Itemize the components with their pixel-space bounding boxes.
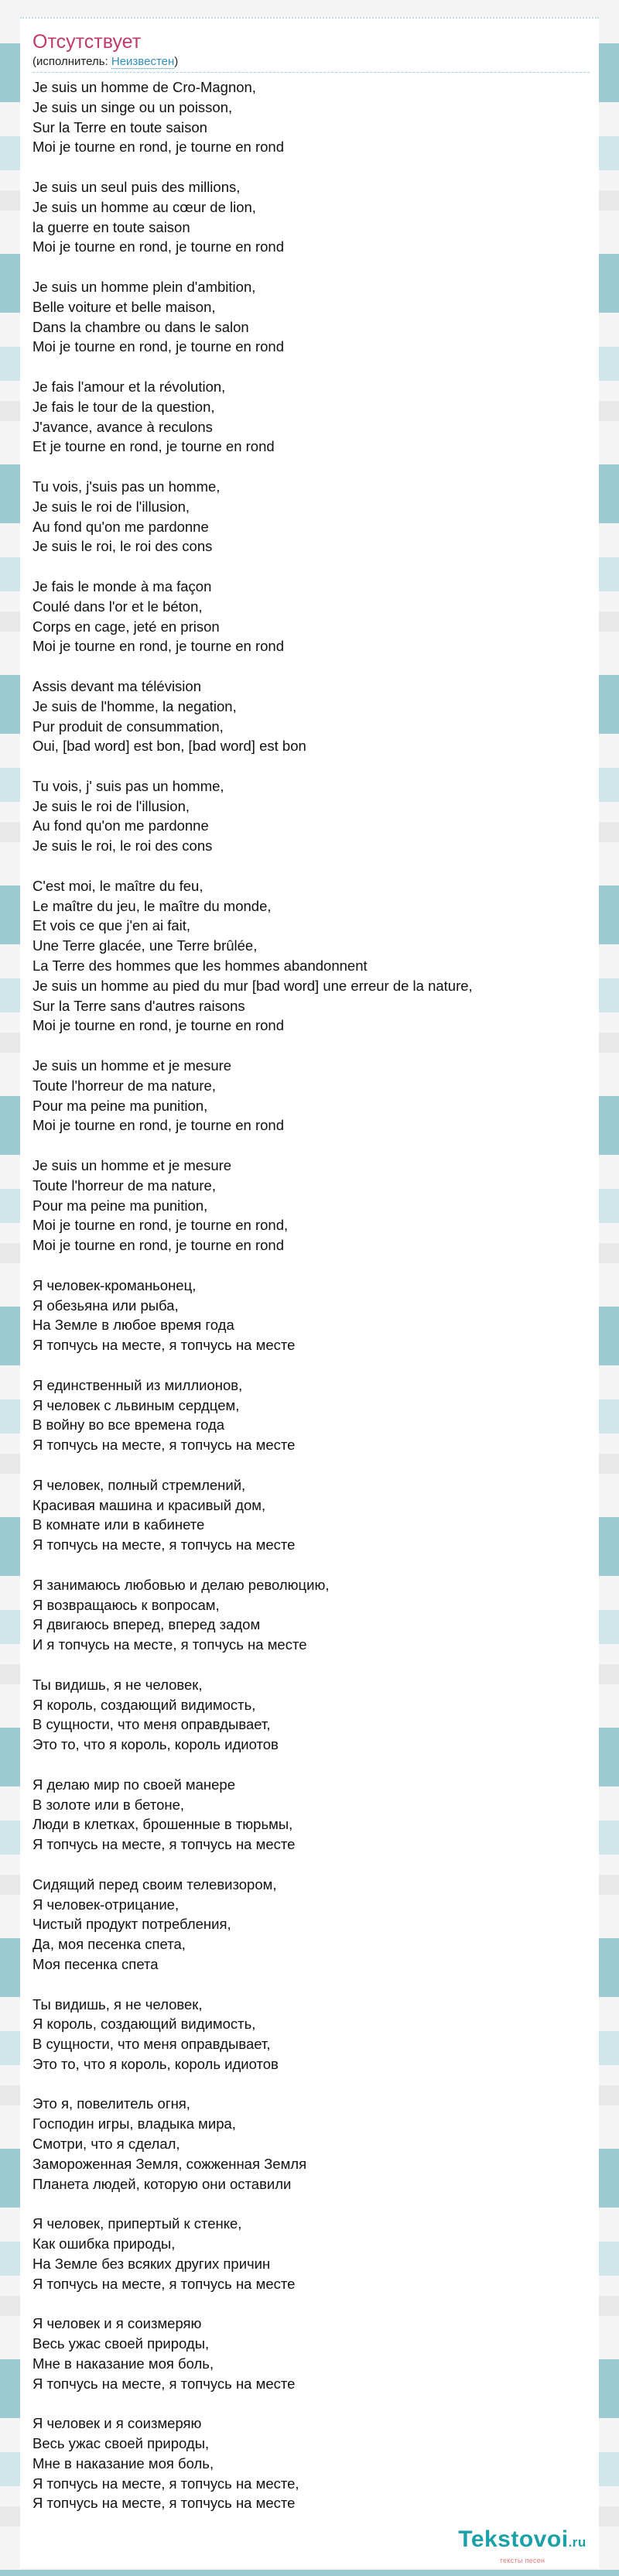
lyrics-line: Весь ужас своей природы,	[32, 2435, 210, 2452]
lyrics-line: Tu vois, j' suis pas un homme,	[32, 777, 224, 794]
lyrics-line: Je suis un seul puis des millions,	[32, 178, 241, 195]
lyrics-line: Ты видишь, я не человек,	[32, 1676, 203, 1693]
lyrics-line: Я человек, полный стремлений,	[32, 1476, 246, 1493]
lyrics-line: Pur produit de consummation,	[32, 718, 224, 735]
artist-meta-suffix: )	[174, 55, 179, 68]
lyrics-line: Moi je tourne en rond, je tourne en rond	[32, 1117, 284, 1134]
lyrics-stanza	[32, 2413, 599, 2513]
lyrics-panel	[20, 17, 599, 2568]
lyrics-stanza	[32, 2314, 599, 2393]
lyrics-stanza	[32, 876, 599, 1036]
lyrics-stanza	[32, 1475, 599, 1555]
lyrics-line: Toute l'horreur de ma nature,	[32, 1077, 216, 1094]
lyrics-line: В золоте или в бетоне,	[32, 1796, 185, 1813]
lyrics-line: Я человек и я соизмеряю	[32, 2315, 202, 2332]
lyrics-line: И я топчусь на месте, я топчусь на месте	[32, 1636, 307, 1653]
lyrics-line: Je suis le roi, le roi des cons	[32, 538, 213, 555]
lyrics-line: Assis devant ma télévision	[32, 677, 201, 694]
lyrics-line: Corps en cage, jeté en prison	[32, 618, 220, 635]
header-divider	[32, 72, 590, 73]
lyrics-line: Tu vois, j'suis pas un homme,	[32, 478, 221, 495]
lyrics-line: Я король, создающий видимость,	[32, 2016, 256, 2033]
lyrics-line: Moi je tourne en rond, je tourne en rond	[32, 1017, 284, 1034]
lyrics-line: Я двигаюсь вперед, вперед задом	[32, 1616, 261, 1633]
lyrics-line: В войну во все времена года	[32, 1416, 225, 1434]
lyrics-line: Une Terre glacée, une Terre brûlée,	[32, 937, 258, 954]
lyrics-line: Moi je tourne en rond, je tourne en rond	[32, 238, 284, 255]
lyrics-stanza	[32, 1775, 599, 1855]
lyrics-line: C'est moi, le maître du feu,	[32, 877, 203, 894]
lyrics-line: Я человек и я соизмеряю	[32, 2415, 202, 2432]
artist-meta-prefix: (исполнитель:	[32, 55, 111, 68]
lyrics-line: Я человек с львиным сердцем,	[32, 1396, 240, 1413]
lyrics-stanza	[32, 1575, 599, 1655]
lyrics-line: Красивая машина и красивый дом,	[32, 1496, 266, 1513]
lyrics-line: Я топчусь на месте, я топчусь на месте	[32, 1337, 296, 1354]
lyrics-line: Coulé dans l'or et le béton,	[32, 598, 203, 615]
lyrics-line: Sur la Terre en toute saison	[32, 118, 207, 135]
lyrics-line: Я топчусь на месте, я топчусь на месте	[32, 2375, 296, 2392]
lyrics-line: Чистый продукт потребления,	[32, 1916, 231, 1933]
lyrics-line: Я топчусь на месте, я топчусь на месте	[32, 1836, 296, 1853]
lyrics-stanza	[32, 1056, 599, 1136]
site-logo[interactable]	[439, 2526, 605, 2570]
lyrics-line: Sur la Terre sans d'autres raisons	[32, 997, 245, 1014]
lyrics-line: Au fond qu'on me pardonne	[32, 518, 209, 535]
lyrics-line: la guerre en toute saison	[32, 218, 190, 235]
lyrics-line: В сущности, что меня оправдывает,	[32, 1716, 271, 1733]
page-title: Отсутствует	[32, 31, 142, 53]
lyrics-line: Et vois ce que j'en ai fait,	[32, 917, 191, 934]
lyrics-line: Весь ужас своей природы,	[32, 2335, 210, 2352]
lyrics-line: Je suis de l'homme, la negation,	[32, 697, 237, 714]
lyrics-stanza	[32, 277, 599, 357]
lyrics-line: Как ошибка природы,	[32, 2235, 176, 2252]
lyrics-line: Ты видишь, я не человек,	[32, 1995, 203, 2012]
lyrics-line: Моя песенка спета	[32, 1955, 159, 1972]
lyrics-line: Je suis un homme et je mesure	[32, 1057, 232, 1074]
lyrics-line: Я топчусь на месте, я топчусь на месте	[32, 2495, 296, 2512]
lyrics-line: Je fais l'amour et la révolution,	[32, 378, 226, 395]
lyrics-line: Toute l'horreur de ma nature,	[32, 1177, 216, 1194]
lyrics-line: Belle voiture et belle maison,	[32, 298, 216, 315]
lyrics-line: В комнате или в кабинете	[32, 1516, 205, 1533]
lyrics-line: Oui, [bad word] est bon, [bad word] est bon	[32, 738, 306, 755]
lyrics-line: Je suis un homme au pied du mur [bad word] une erreur de la nature,	[32, 977, 473, 994]
lyrics-line: Je suis un homme et je mesure	[32, 1157, 232, 1174]
site-logo-name	[439, 2526, 605, 2556]
site-logo-wordmark: Tekstovoi	[458, 2526, 569, 2552]
lyrics-line: Я топчусь на месте, я топчусь на месте	[32, 1437, 296, 1454]
lyrics-line: На Земле в любое время года	[32, 1317, 234, 1334]
lyrics-line: Moi je tourne en rond, je tourne en rond	[32, 1237, 284, 1254]
lyrics-line: Au fond qu'on me pardonne	[32, 817, 209, 834]
lyrics-line: Je suis un singe ou un poisson,	[32, 98, 233, 115]
lyrics-stanza	[32, 677, 599, 756]
site-logo-tld: .ru	[568, 2535, 587, 2550]
lyrics-line: Pour ma peine ma punition,	[32, 1097, 208, 1114]
lyrics-line: Это я, повелитель огня,	[32, 2095, 190, 2112]
lyrics-line: Да, моя песенка спета,	[32, 1936, 186, 1953]
lyrics-stanza	[32, 1995, 599, 2074]
lyrics-line: Планета людей, которую они оставили	[32, 2175, 292, 2192]
lyrics-line: Je suis un homme de Cro-Magnon,	[32, 79, 256, 95]
lyrics-text	[32, 77, 599, 2513]
lyrics-stanza	[32, 1675, 599, 1755]
lyrics-line: La Terre des hommes que les hommes abandonnent	[32, 957, 368, 975]
lyrics-line: Я топчусь на месте, я топчусь на месте,	[32, 2475, 299, 2492]
site-logo-tagline: тексты песен	[499, 2557, 545, 2564]
lyrics-line: Dans la chambre ou dans le salon	[32, 318, 249, 335]
artist-meta	[32, 54, 599, 70]
lyrics-line: Moi je tourne en rond, je tourne en rond,	[32, 1217, 289, 1234]
lyrics-line: Je suis un homme plein d'ambition,	[32, 278, 256, 295]
lyrics-line: Замороженная Земля, сожженная Земля	[32, 2155, 307, 2172]
lyrics-line: Это то, что я король, король идиотов	[32, 1736, 279, 1753]
lyrics-stanza	[32, 1375, 599, 1455]
lyrics-stanza	[32, 477, 599, 557]
lyrics-stanza	[32, 1156, 599, 1255]
lyrics-line: Je suis le roi de l'illusion,	[32, 498, 190, 515]
artist-link[interactable]: Неизвестен	[111, 55, 175, 68]
lyrics-line: Я человек-отрицание,	[32, 1896, 180, 1913]
lyrics-stanza	[32, 2094, 599, 2194]
lyrics-line: Pour ma peine ma punition,	[32, 1197, 208, 1214]
lyrics-line: Смотри, что я сделал,	[32, 2136, 180, 2153]
lyrics-line: Я человек, припертый к стенке,	[32, 2215, 242, 2232]
lyrics-line: Я король, создающий видимость,	[32, 1696, 256, 1713]
lyrics-line: Сидящий перед своим телевизором,	[32, 1875, 277, 1893]
lyrics-line: Et je tourne en rond, je tourne en rond	[32, 438, 275, 455]
lyrics-line: На Земле без всяких других причин	[32, 2255, 271, 2272]
lyrics-stanza	[32, 2214, 599, 2293]
lyrics-line: Мне в наказание моя боль,	[32, 2355, 214, 2372]
lyrics-line: Je suis un homme au cœur de lion,	[32, 198, 256, 215]
lyrics-line: Je fais le tour de la question,	[32, 398, 215, 415]
lyrics-stanza	[32, 77, 599, 157]
lyrics-line: Moi je tourne en rond, je tourne en rond	[32, 338, 284, 355]
lyrics-line: Moi je tourne en rond, je tourne en rond	[32, 638, 284, 655]
lyrics-line: Я топчусь на месте, я топчусь на месте	[32, 1536, 296, 1553]
lyrics-line: Le maître du jeu, le maître du monde,	[32, 897, 272, 914]
lyrics-line: Я занимаюсь любовью и делаю революцию,	[32, 1576, 330, 1593]
lyrics-line: Это то, что я король, король идиотов	[32, 2055, 279, 2072]
lyrics-stanza	[32, 1875, 599, 1975]
lyrics-line: В сущности, что меня оправдывает,	[32, 2036, 271, 2053]
lyrics-line: Я единственный из миллионов,	[32, 1376, 243, 1393]
lyrics-stanza	[32, 776, 599, 856]
lyrics-line: Je suis le roi de l'illusion,	[32, 797, 190, 814]
lyrics-line: J'avance, avance à reculons	[32, 418, 213, 435]
lyrics-line: Je fais le monde à ma façon	[32, 577, 212, 594]
lyrics-line: Господин игры, владыка мира,	[32, 2115, 236, 2132]
lyrics-stanza	[32, 1276, 599, 1355]
lyrics-line: Я человек-кроманьонец,	[32, 1276, 197, 1293]
lyrics-line: Я топчусь на месте, я топчусь на месте	[32, 2275, 296, 2292]
lyrics-line: Люди в клетках, брошенные в тюрьмы,	[32, 1816, 293, 1833]
lyrics-line: Я возвращаюсь к вопросам,	[32, 1596, 220, 1613]
lyrics-stanza	[32, 177, 599, 257]
lyrics-line: Я делаю мир по своей манере	[32, 1776, 236, 1793]
lyrics-line: Мне в наказание моя боль,	[32, 2454, 214, 2472]
lyrics-line: Moi je tourne en rond, je tourne en rond	[32, 139, 284, 156]
lyrics-line: Je suis le roi, le roi des cons	[32, 838, 213, 855]
lyrics-line: Я обезьяна или рыба,	[32, 1297, 179, 1314]
lyrics-stanza	[32, 377, 599, 457]
lyrics-stanza	[32, 577, 599, 656]
